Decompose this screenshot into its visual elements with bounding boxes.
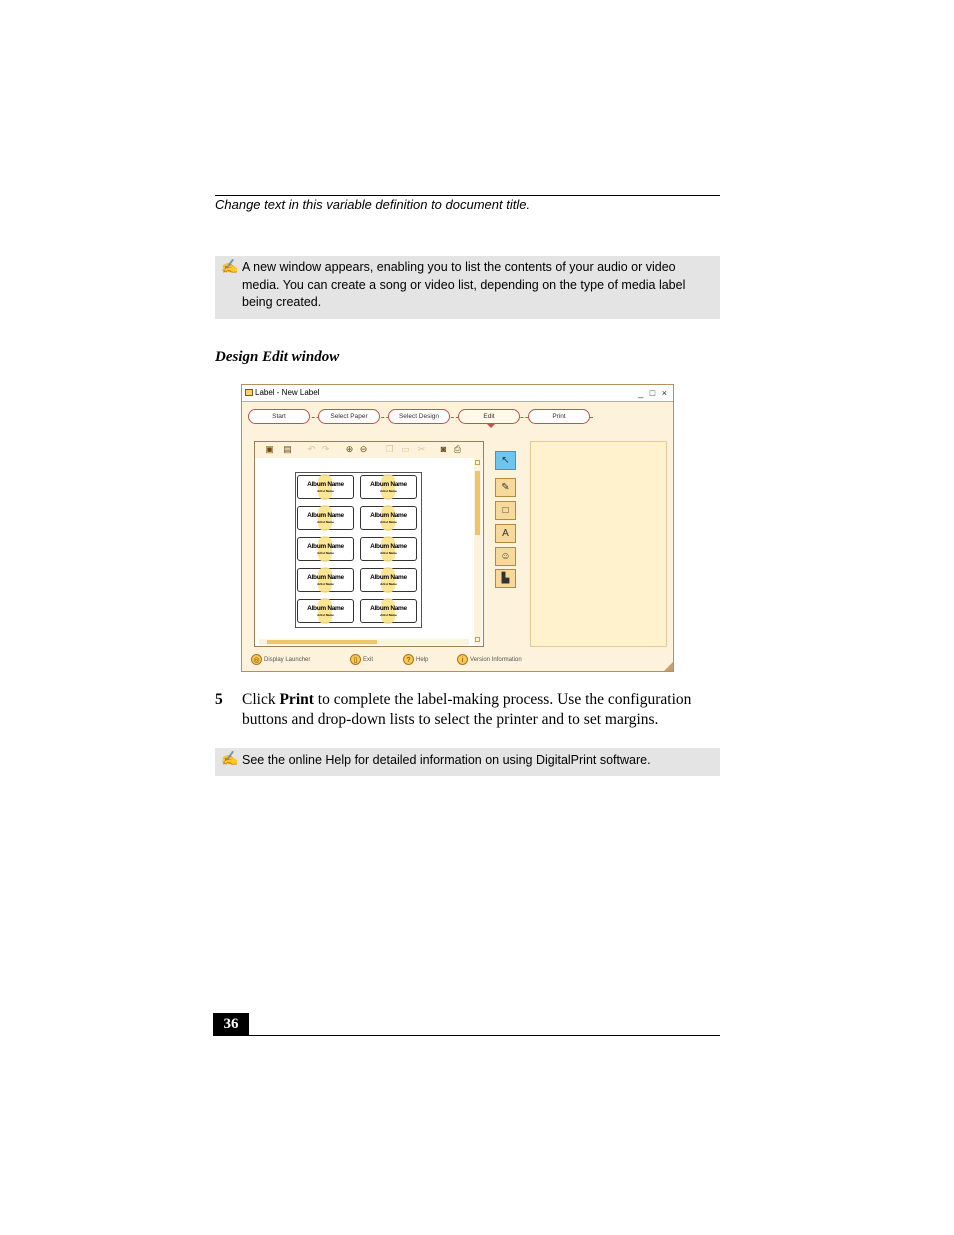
pen-tool[interactable]: ✎ xyxy=(495,478,516,497)
status-bar xyxy=(242,649,673,671)
display-launcher-label: Display Launcher xyxy=(264,657,311,664)
note-text: See the online Help for detailed information on using DigitalPrint software. xyxy=(242,753,651,767)
label-cell[interactable] xyxy=(297,475,354,499)
zoom-in-icon[interactable]: ⊕ xyxy=(345,444,354,454)
label-album-name: Album Name xyxy=(307,543,344,550)
header-rule xyxy=(215,195,720,196)
undo-icon[interactable]: ↶ xyxy=(307,444,316,454)
window-controls[interactable]: _ □ × xyxy=(638,388,669,398)
label-sheet xyxy=(295,472,422,628)
label-cell[interactable] xyxy=(297,506,354,530)
clipart-tool[interactable]: ☺ xyxy=(495,547,516,566)
label-artist-name: Artist Name xyxy=(317,520,334,524)
label-cell[interactable] xyxy=(360,537,417,561)
design-edit-window xyxy=(241,384,674,672)
canvas-pane xyxy=(254,441,484,647)
step-text-bold: Print xyxy=(279,691,314,708)
label-artist-name: Artist Name xyxy=(380,582,397,586)
running-title: Change text in this variable definition to document title. xyxy=(215,197,531,212)
label-artist-name: Artist Name xyxy=(317,551,334,555)
label-artist-name: Artist Name xyxy=(380,613,397,617)
writing-hand-icon: ✍ xyxy=(221,258,239,274)
exit-label: Exit xyxy=(363,657,374,664)
scroll-thumb[interactable] xyxy=(475,471,480,535)
display-launcher-button[interactable] xyxy=(251,654,310,666)
label-album-name: Album Name xyxy=(307,605,344,612)
label-artist-name: Artist Name xyxy=(317,489,334,493)
note-box xyxy=(215,256,720,319)
scroll-up-arrow[interactable] xyxy=(475,460,480,465)
footer-rule xyxy=(213,1035,720,1036)
step-text-before: Click xyxy=(242,691,280,708)
active-step-pointer xyxy=(486,423,496,428)
label-cell[interactable] xyxy=(360,506,417,530)
exit-button[interactable] xyxy=(350,654,373,666)
label-cell[interactable] xyxy=(360,475,417,499)
label-album-name: Album Name xyxy=(370,574,407,581)
text-tool[interactable]: A xyxy=(495,524,516,543)
scroll-thumb[interactable] xyxy=(267,640,377,644)
writing-hand-icon: ✍ xyxy=(221,750,239,766)
resize-grip[interactable] xyxy=(664,662,673,671)
page-number: 36 xyxy=(213,1013,249,1036)
label-artist-name: Artist Name xyxy=(317,613,334,617)
window-title: Label - New Label xyxy=(255,388,320,397)
info-icon: i xyxy=(457,654,468,665)
step-edit[interactable]: Edit xyxy=(458,409,520,424)
step-text xyxy=(242,690,720,729)
vertical-scrollbar[interactable] xyxy=(474,458,482,644)
scroll-down-arrow[interactable] xyxy=(475,637,480,642)
step-text-after: to complete the label-making process. Use the configuration buttons and drop-down lists to select the printer and to set margins. xyxy=(242,691,692,728)
note-text: A new window appears, enabling you to list the contents of your audio or video media. You can create a song or video list, depending on the type of media label being created. xyxy=(242,260,686,309)
redo-icon[interactable]: ↷ xyxy=(321,444,330,454)
tool-palette xyxy=(492,447,520,597)
exit-icon: ▯ xyxy=(350,654,361,665)
copy-icon[interactable]: ❐ xyxy=(385,444,394,454)
properties-pane xyxy=(530,441,667,647)
help-label: Help xyxy=(416,657,429,664)
label-cell[interactable] xyxy=(360,568,417,592)
label-cell[interactable] xyxy=(297,568,354,592)
note-box xyxy=(215,748,720,776)
label-album-name: Album Name xyxy=(370,481,407,488)
step-select-paper[interactable]: Select Paper xyxy=(318,409,380,424)
title-bar xyxy=(242,385,673,402)
launcher-icon: ◎ xyxy=(251,654,262,665)
label-album-name: Album Name xyxy=(307,574,344,581)
edit-toolbar xyxy=(255,442,483,458)
help-icon: ? xyxy=(403,654,414,665)
version-label: Version Information xyxy=(470,657,522,664)
label-artist-name: Artist Name xyxy=(380,489,397,493)
label-album-name: Album Name xyxy=(370,605,407,612)
label-artist-name: Artist Name xyxy=(317,582,334,586)
label-album-name: Album Name xyxy=(307,481,344,488)
step-print[interactable]: Print xyxy=(528,409,590,424)
image-tool[interactable]: ▙ xyxy=(495,569,516,588)
select-tool[interactable]: ↖ xyxy=(495,451,516,470)
rectangle-tool[interactable]: □ xyxy=(495,501,516,520)
version-info-button[interactable] xyxy=(457,654,522,666)
print-preview-icon[interactable]: ⎙ xyxy=(453,444,462,454)
step-number: 5 xyxy=(215,691,223,708)
step-5 xyxy=(215,690,720,729)
label-cell[interactable] xyxy=(297,537,354,561)
step-select-design[interactable]: Select Design xyxy=(388,409,450,424)
help-button[interactable] xyxy=(403,654,428,666)
label-album-name: Album Name xyxy=(370,543,407,550)
step-navigation xyxy=(242,402,673,430)
app-icon xyxy=(245,389,253,396)
new-icon[interactable]: ▣ xyxy=(265,444,274,454)
label-cell[interactable] xyxy=(360,599,417,623)
label-album-name: Album Name xyxy=(307,512,344,519)
label-artist-name: Artist Name xyxy=(380,551,397,555)
step-start[interactable]: Start xyxy=(248,409,310,424)
label-album-name: Album Name xyxy=(370,512,407,519)
save-icon[interactable]: ▤ xyxy=(283,444,292,454)
horizontal-scrollbar[interactable] xyxy=(259,639,469,645)
layer-icon[interactable]: ◙ xyxy=(440,444,447,454)
label-artist-name: Artist Name xyxy=(380,520,397,524)
paste-icon[interactable]: ▭ xyxy=(401,444,410,454)
zoom-out-icon[interactable]: ⊖ xyxy=(359,444,368,454)
cut-icon[interactable]: ✂ xyxy=(417,444,426,454)
label-cell[interactable] xyxy=(297,599,354,623)
figure-caption: Design Edit window xyxy=(215,349,340,365)
